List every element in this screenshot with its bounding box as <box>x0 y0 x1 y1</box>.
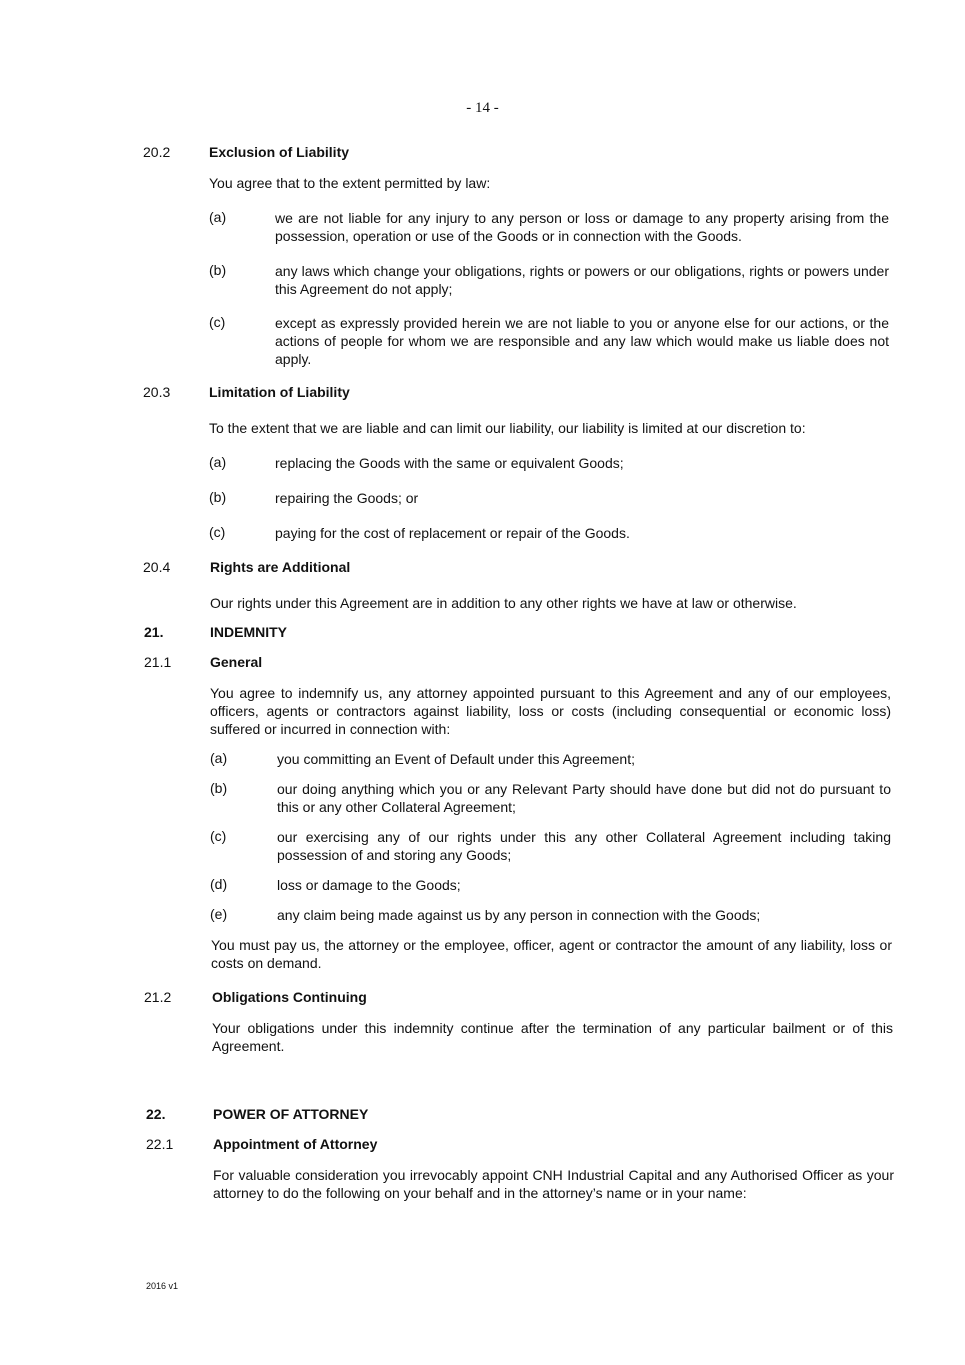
list-item-label: (a) <box>210 750 228 766</box>
list-item-text: except as expressly provided herein we are not liable to you or anyone else for our actions, or the actions of people for whom we are responsible and any law which would make us liable does not apply. <box>275 315 889 367</box>
list-item-label: (b) <box>210 780 228 796</box>
list-item-label: (c) <box>209 314 226 330</box>
list-item-label: (a) <box>209 454 227 470</box>
section-number: 20.4 <box>143 559 171 575</box>
list-item-label: (a) <box>209 209 227 225</box>
page-number: - 14 - <box>466 100 499 116</box>
list-item-label: (b) <box>209 489 227 505</box>
section-heading: Exclusion of Liability <box>209 144 350 160</box>
list-item-text: paying for the cost of replacement or repair of the Goods. <box>275 525 630 541</box>
list-item-text: any laws which change your obligations, rights or powers or our obligations, rights or powers under this Agreement do not apply; <box>275 263 889 297</box>
section-heading: General <box>210 654 263 670</box>
clause-number: 21. <box>144 624 164 640</box>
list-item-text: we are not liable for any injury to any person or loss or damage to any property arising from the possession, operation or use of the Goods or in connection with the Goods. <box>275 210 889 244</box>
section-body: Our rights under this Agreement are in addition to any other rights we have at law or otherwise. <box>210 595 797 611</box>
clause-heading: POWER OF ATTORNEY <box>213 1106 369 1122</box>
list-item-label: (c) <box>209 524 226 540</box>
section-number: 21.2 <box>144 989 172 1005</box>
list-item-label: (b) <box>209 262 227 278</box>
list-item-label: (e) <box>210 906 228 922</box>
section-heading: Obligations Continuing <box>212 989 367 1005</box>
clause-number: 22. <box>146 1106 166 1122</box>
list-item-text: loss or damage to the Goods; <box>277 877 461 893</box>
section-body: Your obligations under this indemnity continue after the termination of any particular bailment or of this Agreement. <box>212 1020 893 1054</box>
list-item-text: repairing the Goods; or <box>275 490 419 506</box>
footer-version: 2016 v1 <box>146 1281 179 1291</box>
list-item-text: our doing anything which you or any Relevant Party should have done but did not do pursuant to this or any other Collateral Agreement; <box>277 781 891 815</box>
section-intro: You agree that to the extent permitted by law: <box>209 175 491 191</box>
section-heading: Appointment of Attorney <box>213 1136 378 1152</box>
section-number: 21.1 <box>144 654 172 670</box>
list-item-label: (c) <box>210 828 227 844</box>
list-item-label: (d) <box>210 876 228 892</box>
section-heading: Limitation of Liability <box>209 384 350 400</box>
list-item-text: our exercising any of our rights under this any other Collateral Agreement including taking possession of and storing any Goods; <box>277 829 891 863</box>
section-intro: To the extent that we are liable and can limit our liability, our liability is limited at our discretion to: <box>209 420 806 436</box>
section-number: 20.3 <box>143 384 171 400</box>
list-item-text: you committing an Event of Default under this Agreement; <box>277 751 635 767</box>
section-intro: You agree to indemnify us, any attorney appointed pursuant to this Agreement and any of our employees, officers, agents or contractors against liability, loss or costs (including consequential or economic loss) suffered or incurred in connection with: <box>210 685 891 737</box>
section-heading: Rights are Additional <box>210 559 351 575</box>
section-closing: You must pay us, the attorney or the employee, officer, agent or contractor the amount of any liability, loss or costs on demand. <box>211 937 892 971</box>
list-item-text: replacing the Goods with the same or equivalent Goods; <box>275 455 624 471</box>
list-item-text: any claim being made against us by any person in connection with the Goods; <box>277 907 761 923</box>
section-number: 20.2 <box>143 144 171 160</box>
section-body: For valuable consideration you irrevocably appoint CNH Industrial Capital and any Authorised Officer as your attorney to do the following on your behalf and in the attorney’s name or in your name: <box>213 1167 894 1201</box>
clause-heading: INDEMNITY <box>210 624 287 640</box>
section-number: 22.1 <box>146 1136 174 1152</box>
